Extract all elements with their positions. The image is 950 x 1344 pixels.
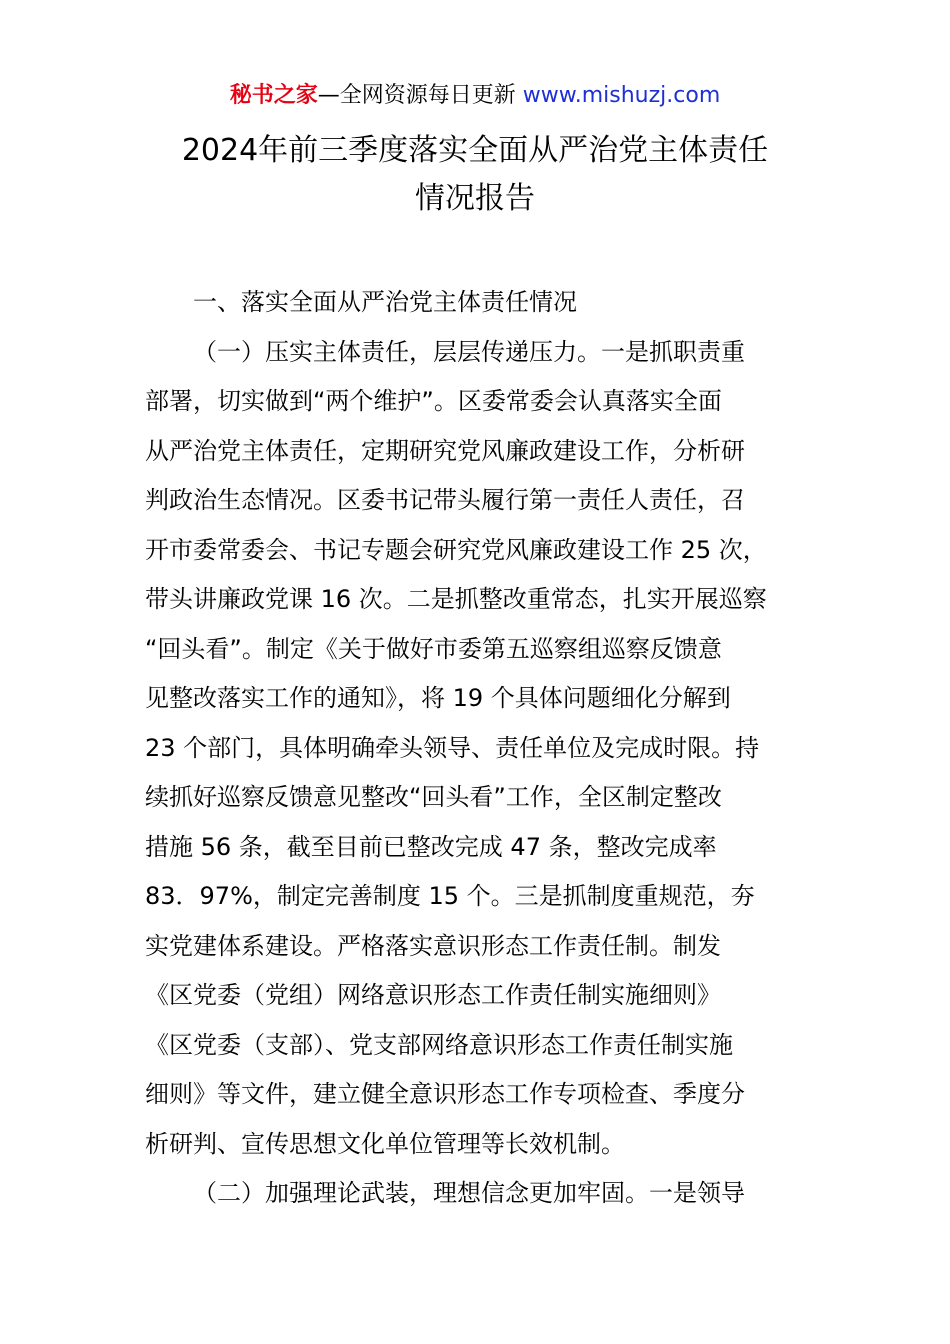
paragraph-1 xyxy=(145,328,807,1170)
paragraph-line: 83．97%，制定完善制度 15 个。三是抓制度重规范，夯 xyxy=(145,882,755,910)
paragraph-line: 实党建体系建设。严格落实意识形态工作责任制。制发 xyxy=(145,931,721,960)
paragraph-line: 措施 56 条，截至目前已整改完成 47 条，整改完成率 xyxy=(145,832,717,861)
section-heading: 一、落实全面从严治党主体责任情况 xyxy=(193,288,577,316)
paragraph-line: 带头讲廉政党课 16 次。二是抓整改重常态，扎实开展巡察 xyxy=(145,585,767,613)
paragraph-line: 析研判、宣传思想文化单位管理等长效机制。 xyxy=(145,1129,625,1158)
paragraph-line: “回头看”。制定《关于做好市委第五巡察组巡察反馈意 xyxy=(145,634,722,663)
paragraph-line: 见整改落实工作的通知》，将 19 个具体问题细化分解到 xyxy=(145,684,731,712)
document-title-line-1: 2024年前三季度落实全面从严治党主体责任 xyxy=(181,133,769,168)
paragraph-line: 《区党委（党组）网络意识形态工作责任制实施细则》 xyxy=(145,981,721,1009)
paragraph-2 xyxy=(145,1169,807,1219)
site-name: 秘书之家 xyxy=(229,83,318,108)
site-header xyxy=(0,80,950,112)
document-title xyxy=(0,127,950,223)
document-body xyxy=(145,278,807,1219)
paragraph-line: 开市委常委会、书记专题会研究党风廉政建设工作 25 次， xyxy=(145,535,767,564)
site-tagline: —全网资源每日更新 xyxy=(317,83,516,108)
paragraph-line: 《区党委（支部）、党支部网络意识形态工作责任制实施 xyxy=(145,1030,733,1059)
paragraph-line: （一）压实主体责任，层层传递压力。一是抓职责重 xyxy=(193,337,745,366)
paragraph-line: 部署，切实做到“两个维护”。区委常委会认真落实全面 xyxy=(145,387,722,415)
paragraph-line: 判政治生态情况。区委书记带头履行第一责任人责任，召 xyxy=(145,486,745,514)
site-url-link[interactable]: www.mishuzj.com xyxy=(522,83,721,108)
paragraph-line: 续抓好巡察反馈意见整改“回头看”工作，全区制定整改 xyxy=(145,783,722,811)
document-title-line-2: 情况报告 xyxy=(415,181,535,216)
paragraph-line: 细则》等文件，建立健全意识形态工作专项检查、季度分 xyxy=(145,1080,745,1108)
paragraph-line: （二）加强理论武装，理想信念更加牢固。一是领导 xyxy=(193,1179,745,1207)
paragraph-line: 从严治党主体责任，定期研究党风廉政建设工作，分析研 xyxy=(145,436,745,465)
paragraph-line: 23 个部门，具体明确牵头领导、责任单位及完成时限。持 xyxy=(145,733,760,762)
